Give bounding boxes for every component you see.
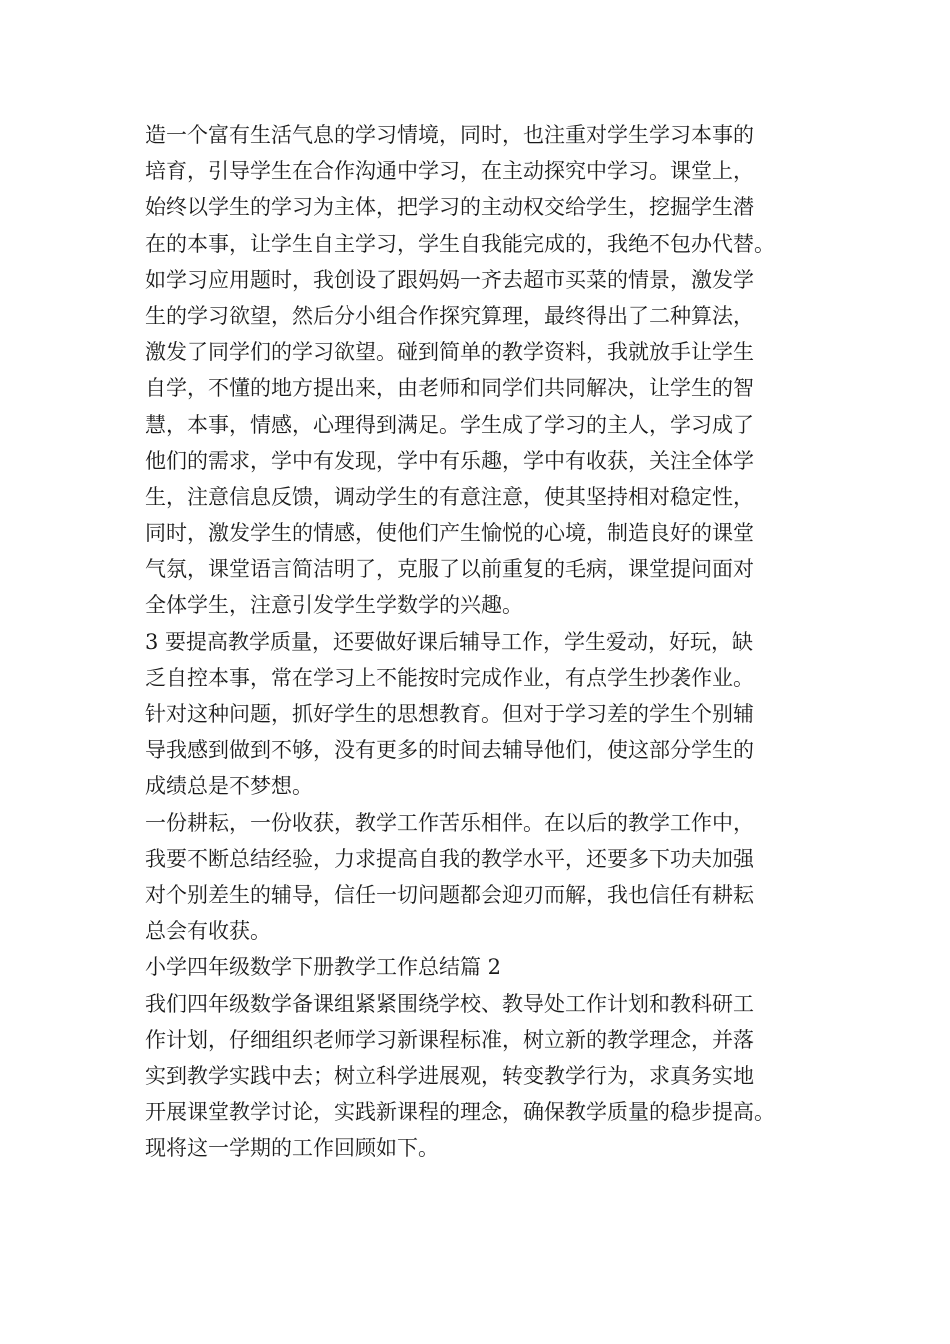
text-line: 始终以学生的学习为主体，把学习的主动权交给学生，挖掘学生潜 — [145, 195, 754, 220]
text-line: 总会有收获。 — [145, 919, 271, 944]
text-line: 实到教学实践中去；树立科学进展观，转变教学行为，求真务实地 — [145, 1063, 754, 1088]
text-line: 针对这种问题，抓好学生的思想教育。但对于学习差的学生个别辅 — [145, 702, 754, 726]
text-line: 如学习应用题时，我创设了跟妈妈一齐去超市买菜的情景，激发学 — [145, 267, 754, 292]
text-line: 造一个富有生活气息的学习情境，同时，也注重对学生学习本事的 — [145, 123, 754, 147]
text-line: 气氛，课堂语言简洁明了，克服了以前重复的毛病，课堂提问面对 — [145, 557, 754, 582]
text-line: 3 要提高教学质量，还要做好课后辅导工作，学生爱动，好玩，缺 — [145, 629, 754, 654]
text-line: 同时，激发学生的情感，使他们产生愉悦的心境，制造良好的课堂 — [145, 521, 754, 546]
text-line: 激发了同学们的学习欲望。碰到简单的教学资料，我就放手让学生 — [145, 340, 754, 365]
text-line: 开展课堂教学讨论，实践新课程的理念，确保教学质量的稳步提高。 — [145, 1100, 775, 1125]
text-line: 作计划，仔细组织老师学习新课程标准，树立新的教学理念，并落 — [145, 1027, 754, 1052]
text-line: 成绩总是不梦想。 — [145, 774, 313, 799]
text-line: 乏自控本事，常在学习上不能按时完成作业，有点学生抄袭作业。 — [145, 665, 754, 690]
text-line: 生的学习欲望，然后分小组合作探究算理，最终得出了二种算法， — [145, 303, 754, 328]
text-line: 全体学生，注意引发学生学数学的兴趣。 — [145, 593, 523, 618]
text-line: 我们四年级数学备课组紧紧围绕学校、教导处工作计划和教科研工 — [145, 991, 754, 1016]
text-line: 现将这一学期的工作回顾如下。 — [145, 1136, 439, 1161]
text-line: 我要不断总结经验，力求提高自我的教学水平，还要多下功夫加强 — [145, 846, 754, 871]
text-line: 培育，引导学生在合作沟通中学习，在主动探究中学习。课堂上， — [145, 159, 754, 184]
section-heading: 小学四年级数学下册教学工作总结篇 2 — [145, 955, 502, 980]
body-text — [145, 117, 825, 1166]
text-line: 一份耕耘，一份收获，教学工作苦乐相伴。在以后的教学工作中， — [145, 810, 754, 835]
text-line: 对个别差生的辅导，信任一切问题都会迎刃而解，我也信任有耕耘 — [145, 882, 754, 907]
text-line: 慧，本事，情感，心理得到满足。学生成了学习的主人，学习成了 — [145, 412, 754, 437]
text-line: 导我感到做到不够，没有更多的时间去辅导他们，使这部分学生的 — [145, 738, 754, 763]
text-line: 自学，不懂的地方提出来，由老师和同学们共同解决，让学生的智 — [145, 376, 754, 401]
text-line: 生，注意信息反馈，调动学生的有意注意，使其坚持相对稳定性， — [145, 484, 754, 509]
text-line: 在的本事，让学生自主学习，学生自我能完成的，我绝不包办代替。 — [145, 231, 775, 256]
text-line: 他们的需求，学中有发现，学中有乐趣，学中有收获，关注全体学 — [145, 448, 754, 473]
